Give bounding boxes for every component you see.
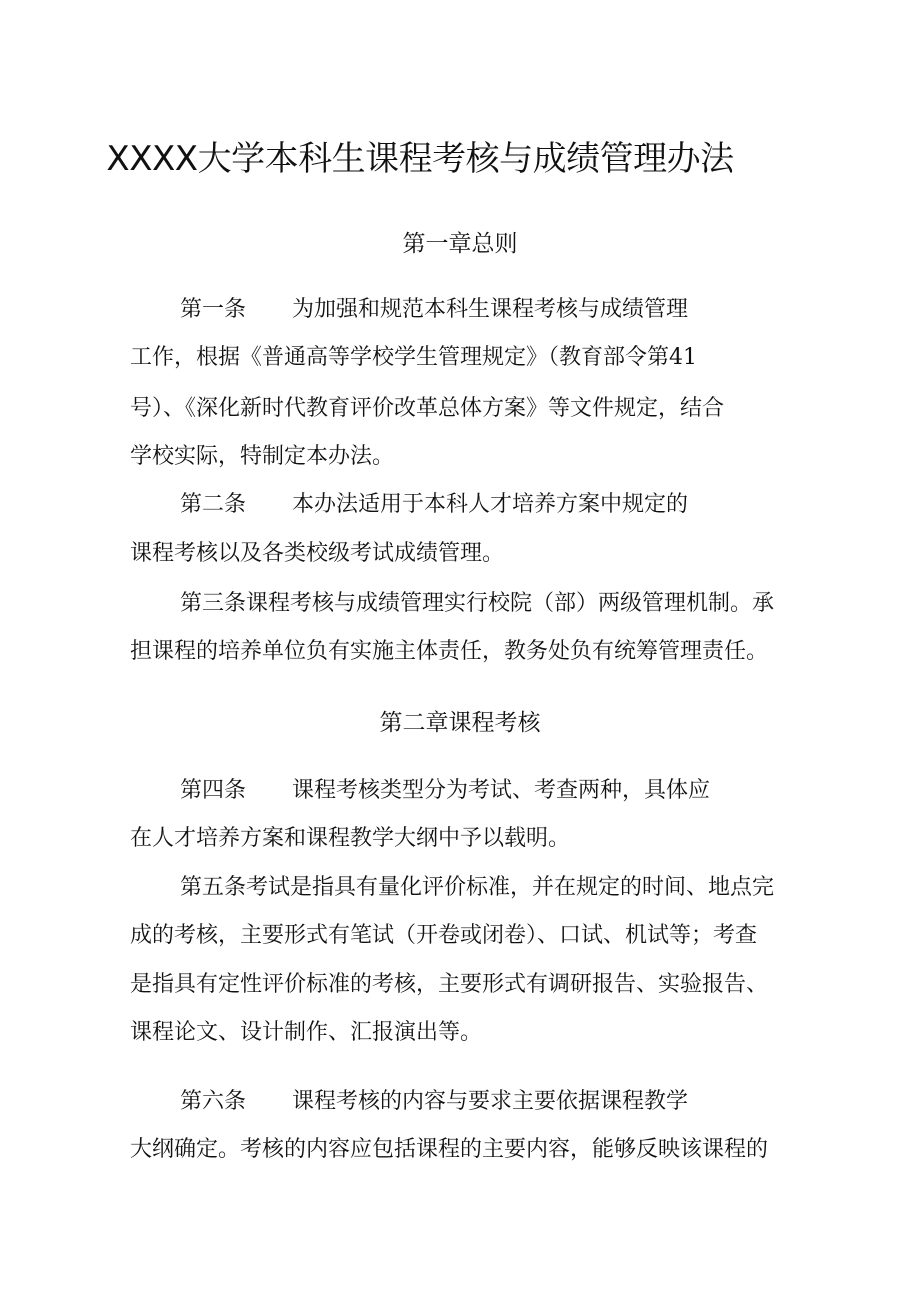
article-4-line-2: 在人才培养方案和课程教学大纲中予以载明。	[130, 826, 571, 851]
article-4-text: 课程考核类型分为考试、考查两种，具体应	[292, 778, 711, 803]
article-5-line-1: 第五条考试是指具有量化评价标准，并在规定的时间、地点完	[180, 875, 775, 900]
article-5-line-2: 成的考核，主要形式有笔试（开卷或闭卷）、口试、机试等；考查	[130, 923, 758, 948]
article-1-line-4: 学校实际，特制定本办法。	[130, 444, 395, 469]
chapter-1-heading: 第一章总则	[402, 231, 518, 257]
article-2-first-line	[180, 490, 688, 520]
article-3-line-1: 第三条课程考核与成绩管理实行校院（部）两级管理机制。承	[180, 591, 775, 616]
article-1-first-line	[180, 295, 688, 325]
article-6-first-line	[180, 1087, 688, 1117]
article-2-line-2: 课程考核以及各类校级考试成绩管理。	[130, 541, 505, 566]
article-5-line-3: 是指具有定性评价标准的考核，主要形式有调研报告、实验报告、	[130, 972, 769, 997]
chapter-2-heading: 第二章课程考核	[379, 710, 541, 736]
article-3-line-2: 担课程的培养单位负有实施主体责任，教务处负有统筹管理责任。	[130, 639, 769, 664]
article-5-line-4: 课程论文、设计制作、汇报演出等。	[130, 1020, 483, 1045]
article-2-label: 第二条	[180, 492, 247, 517]
article-1-label: 第一条	[180, 297, 247, 322]
article-1-line-3: 号）、《深化新时代教育评价改革总体方案》等文件规定，结合	[130, 396, 725, 421]
article-1-text: 为加强和规范本科生课程考核与成绩管理	[292, 297, 689, 322]
article-2-text: 本办法适用于本科人才培养方案中规定的	[292, 492, 689, 517]
article-4-label: 第四条	[180, 778, 247, 803]
article-4-first-line	[180, 776, 710, 806]
article-6-label: 第六条	[180, 1089, 247, 1114]
document-title: XXXX大学本科生课程考核与成绩管理办法	[106, 139, 734, 179]
article-6-line-2: 大纲确定。考核的内容应包括课程的主要内容，能够反映该课程的	[130, 1137, 769, 1162]
article-1-line-2: 工作，根据《普通高等学校学生管理规定》（教育部令第41	[130, 345, 697, 370]
article-6-text: 课程考核的内容与要求主要依据课程教学	[292, 1089, 689, 1114]
